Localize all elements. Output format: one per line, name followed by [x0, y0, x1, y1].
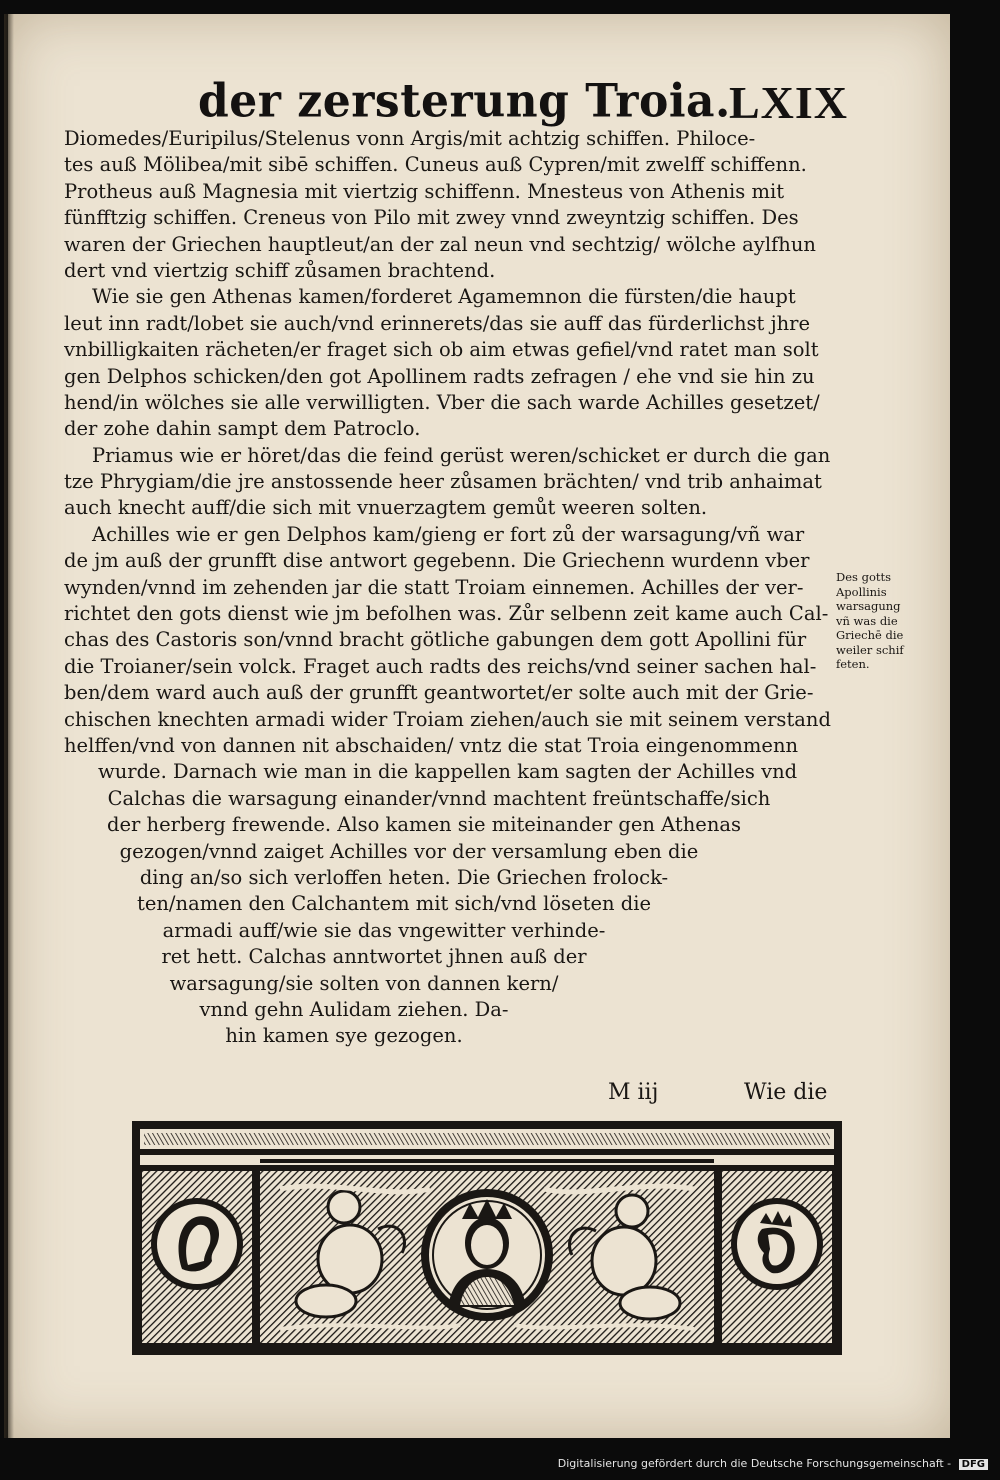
signature-mark: M iij [608, 1080, 659, 1105]
text-line: wurde. Darnach wie man in die kappellen kam sagten der Achilles vnd [98, 760, 798, 784]
body-text [64, 126, 854, 1050]
margin-note-line: vñ was die [836, 613, 898, 628]
text-line: ding an/so sich verloffen heten. Die Griechen frolock- [139, 865, 669, 889]
text-line: Diomedes/Euripilus/Stelenus vonn Argis/mit achtzig schiffen. Philoce- [64, 127, 756, 150]
text-line: Protheus auß Magnesia mit viertzig schiffenn. Mnesteus von Athenis mit [64, 179, 785, 203]
footer-bar [0, 1452, 1000, 1476]
text-line: waren der Griechen hauptleut/an der zal neun vnd sechtzig/ wölche aylfhun [64, 232, 816, 256]
margin-note-line: Des gotts [836, 570, 892, 584]
text-line: gen Delphos schicken/den got Apollinem radts zefragen / ehe vnd sie hin zu [64, 364, 815, 388]
text-line: fünfftzig schiffen. Creneus von Pilo mit zwey vnnd zweyntzig schiffen. Des [64, 206, 799, 230]
paragraph-3 [64, 443, 854, 522]
text-line: leut inn radt/lobet sie auch/vnd erinnerets/das sie auff das fürderlichst jhre [64, 311, 811, 335]
catchword: Wie die [744, 1080, 828, 1105]
text-line: Priamus wie er höret/das die feind gerüst weren/schicket er durch die gan [92, 443, 831, 467]
text-line: die Troianer/sein volck. Fraget auch radts des reichs/vnd seiner sachen hal- [64, 654, 817, 678]
text-line: armadi auff/wie sie das vngewitter verhinde- [162, 918, 606, 942]
paragraph-1 [64, 126, 854, 284]
page-header [198, 76, 848, 132]
paragraph-4 [64, 522, 834, 786]
dfg-credit [558, 1457, 988, 1470]
text-line: tes auß Mölibea/mit sibē schiffen. Cuneus auß Cypren/mit zwelff schiffenn. [64, 153, 807, 177]
dfg-logo: DFG [959, 1459, 988, 1470]
text-line: de jm auß der grunfft dise antwort gegebenn. Die Griechenn wurdenn vber [64, 549, 810, 573]
margin-note-line: weiler schif [836, 642, 904, 657]
folio-number: LXIX [728, 77, 848, 128]
text-line: ben/dem ward auch auß der grunfft geantwortet/er solte auch mit der Grie- [64, 681, 814, 705]
text-line: gezogen/vnnd zaiget Achilles vor der versamlung eben die [119, 839, 699, 863]
credit-text: Digitalisierung gefördert durch die Deutsche Forschungsgemeinschaft - [557, 1457, 952, 1470]
text-line: helffen/vnd von dannen nit abschaiden/ vntz die stat Troia eingenommenn [64, 733, 799, 757]
text-line: hend/in wölches sie alle verwilligten. Vber die sach warde Achilles gesetzet/ [64, 390, 820, 414]
text-line: Calchas die warsagung einander/vnnd machtent freüntschaffe/sich [107, 786, 771, 810]
text-line: Achilles wie er gen Delphos kam/gieng er fort zů der warsagung/vñ war [92, 522, 805, 546]
margin-note-line: warsagung [836, 599, 901, 613]
right-medallion-crowned-head [731, 1198, 823, 1290]
text-line: ret hett. Calchas anntwortet jhnen auß der [161, 945, 587, 969]
left-medallion-head [151, 1198, 243, 1290]
text-line: der zohe dahin sampt dem Patroclo. [64, 417, 421, 441]
text-line: hin kamen sye gezogen. [225, 1024, 463, 1048]
text-line: ten/namen den Calchantem mit sich/vnd löseten die [137, 892, 651, 916]
center-medallion-crowned-bust [421, 1189, 553, 1321]
running-title: der zersterung Troia. [198, 74, 731, 129]
text-line: der herberg frewende. Also kamen sie miteinander gen Athenas [106, 813, 742, 837]
text-line: chas des Castoris son/vnnd bracht götliche gabungen dem gott Apollini für [64, 628, 807, 652]
page-signature-area [608, 1080, 848, 1114]
text-line: warsagung/sie solten von dannen kern/ [169, 971, 559, 995]
margin-note-line: Apollinis [836, 584, 887, 599]
paragraph-2 [64, 284, 854, 442]
text-line: vnnd gehn Aulidam ziehen. Da- [199, 997, 509, 1021]
text-line: chischen knechten armadi wider Troiam ziehen/auch sie mit seinem verstand [64, 707, 831, 731]
paragraph-5-tapered [64, 786, 814, 1050]
book-page [8, 14, 950, 1438]
woodcut-frieze [130, 1119, 844, 1357]
text-line: richtet den gots dienst wie jm befolhen was. Zůr selbenn zeit kame auch Cal- [64, 602, 829, 626]
text-line: Wie sie gen Athenas kamen/forderet Agamemnon die fürsten/die haupt [92, 285, 796, 309]
margin-note-line: feten. [836, 657, 870, 671]
marginal-note [836, 570, 936, 672]
text-line: tze Phrygiam/die jre anstossende heer zůsamen brächten/ vnd trib anhaimat [64, 470, 822, 494]
margin-note-line: Griechē die [836, 628, 904, 642]
text-line: auch knecht auff/die sich mit vnuerzagtem gemůt weeren solten. [64, 496, 708, 520]
text-line: dert vnd viertzig schiff zůsamen brachtend. [64, 258, 496, 282]
text-line: vnbilligkaiten rächeten/er fraget sich ob aim etwas gefiel/vnd ratet man solt [64, 338, 819, 362]
text-line: wynden/vnnd im zehenden jar die statt Troiam einnemen. Achilles der ver- [64, 575, 804, 599]
